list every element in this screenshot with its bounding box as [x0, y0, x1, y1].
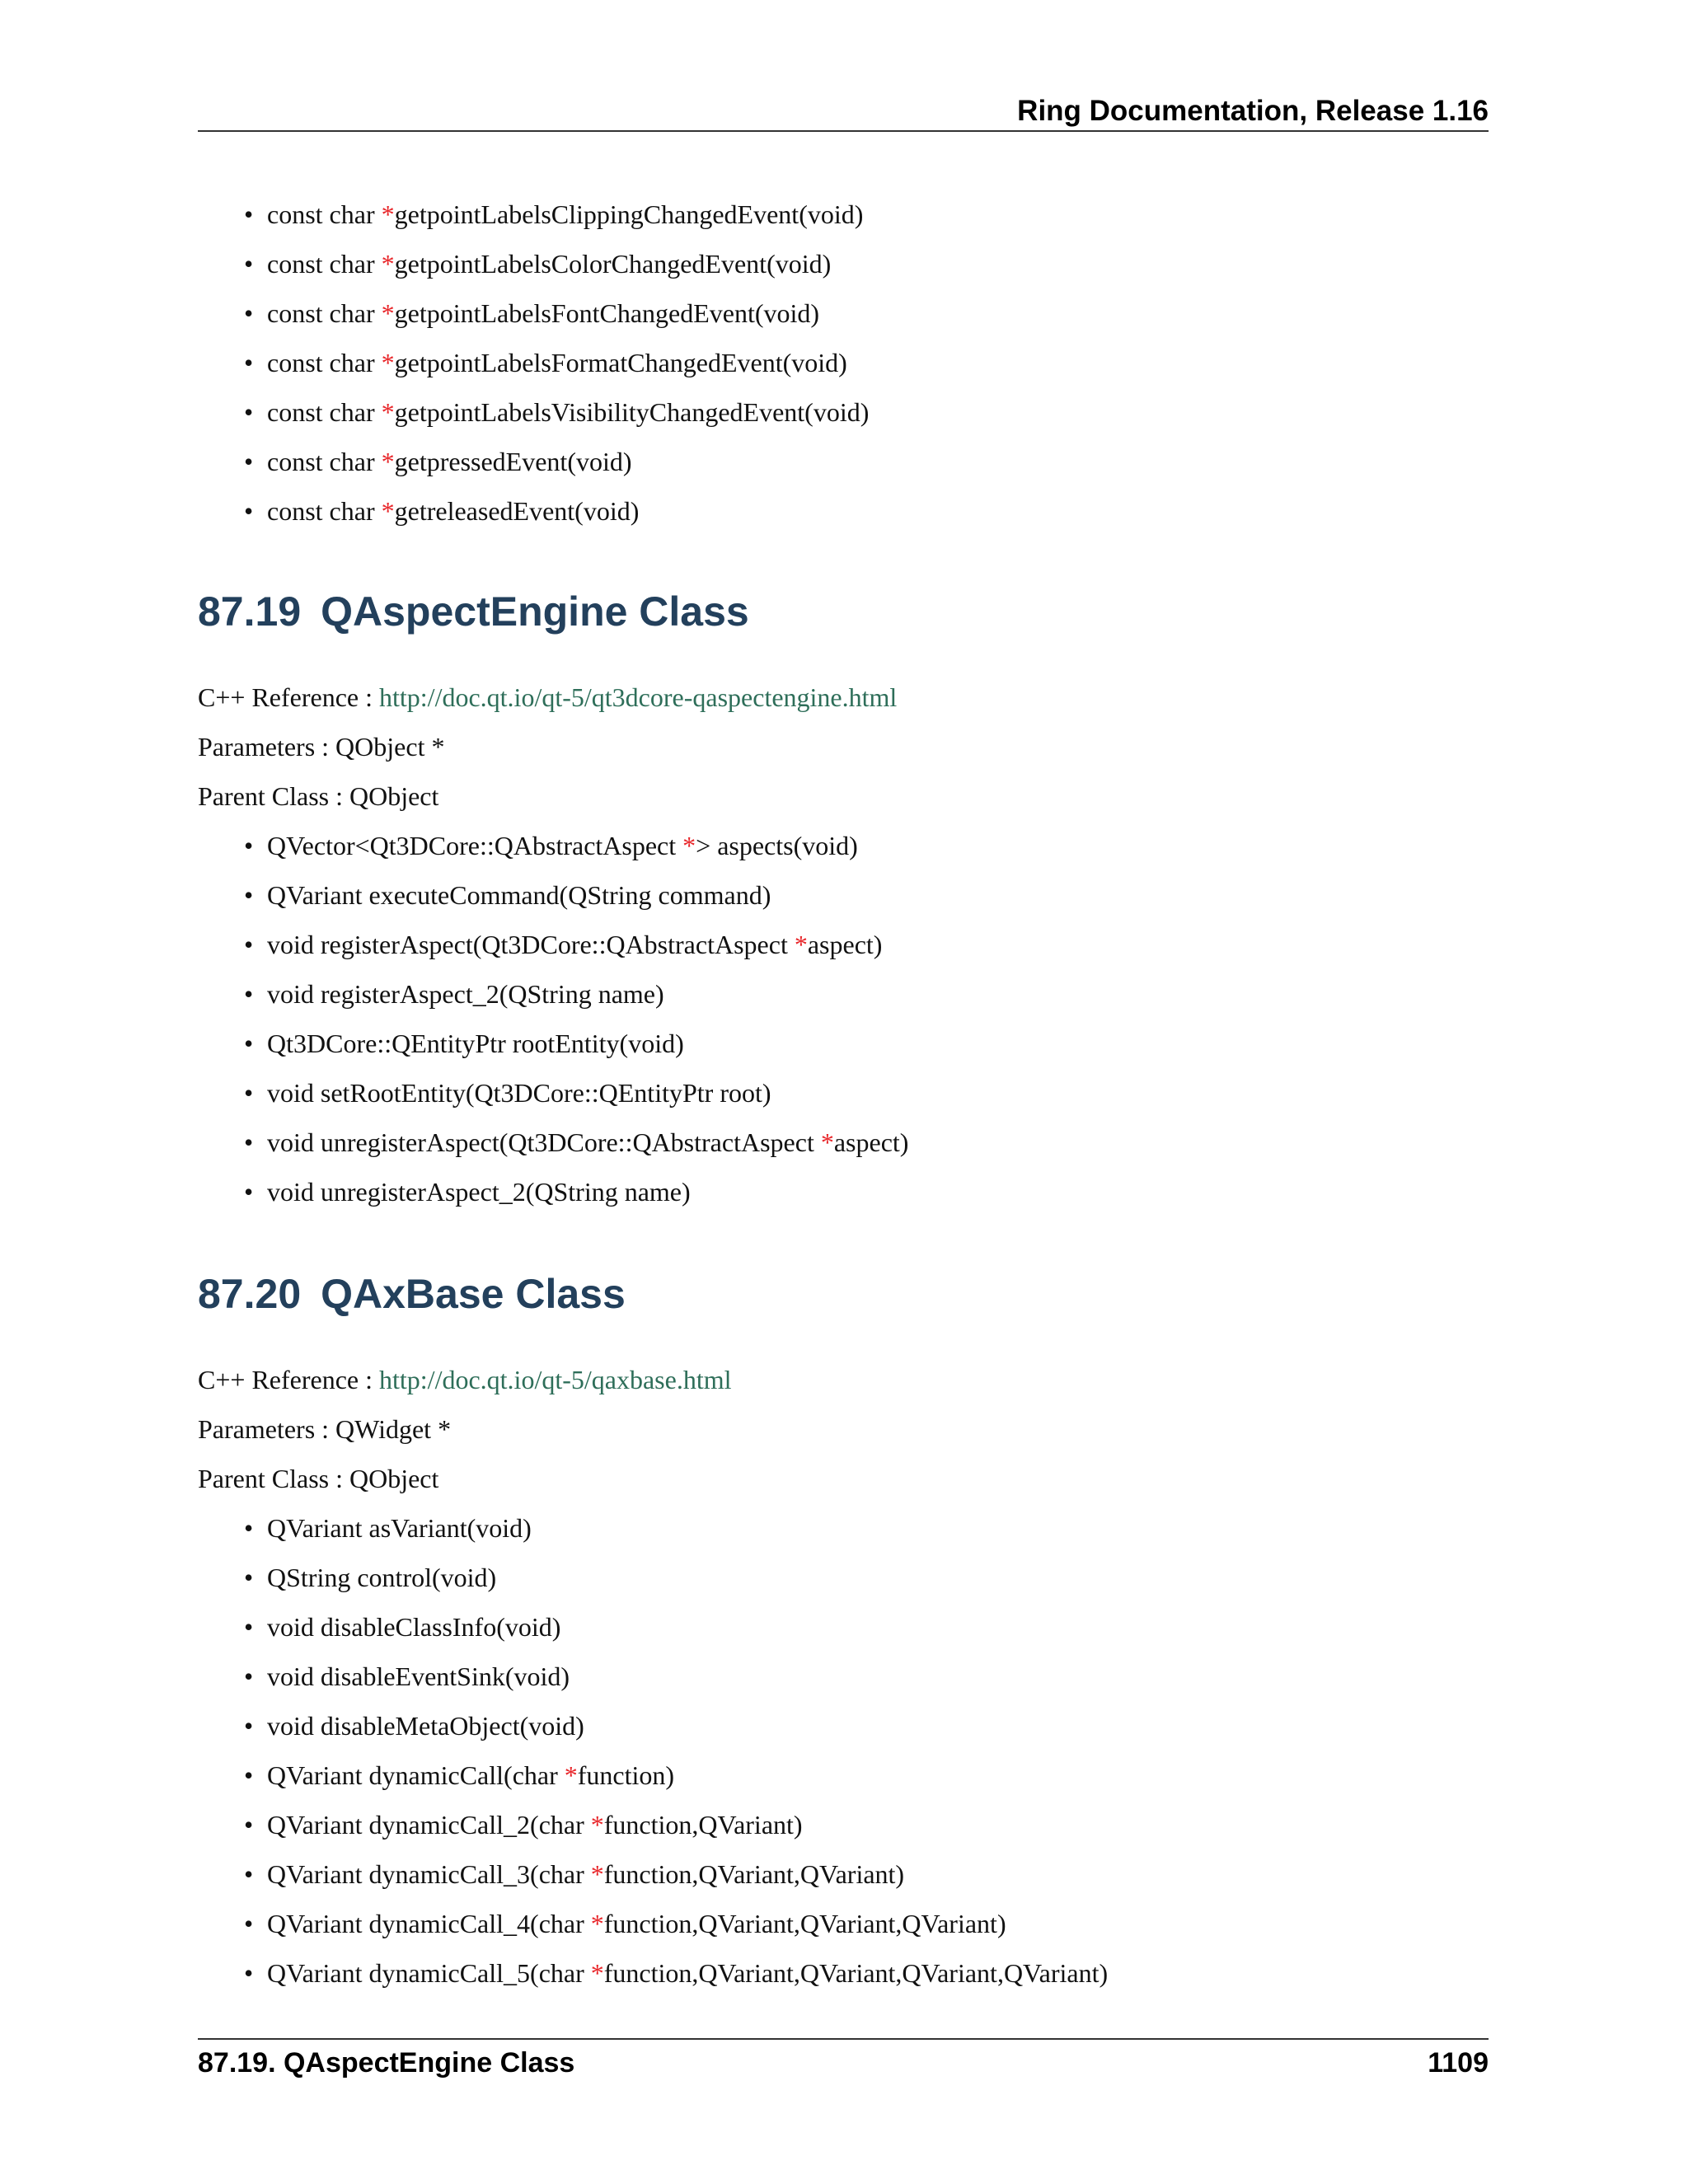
footer-rule: [198, 2038, 1489, 2040]
list-item: • QVariant asVariant(void): [244, 1503, 1108, 1553]
qaxbase-method-list: [244, 1503, 1108, 1998]
section-heading-qaxbase: 87.20 QAxBase Class: [198, 1271, 626, 1317]
list-item: • void unregisterAspect(Qt3DCore::QAbstractAspect *aspect): [244, 1118, 908, 1167]
bullet-icon: •: [244, 1661, 254, 1691]
list-item: • QVariant dynamicCall_5(char *function,QVariant,QVariant,QVariant,QVariant): [244, 1948, 1108, 1998]
bullet-icon: •: [244, 880, 254, 910]
list-item: • const char *getpointLabelsFontChangedEvent(void): [244, 288, 869, 338]
list-item: • const char *getpointLabelsVisibilityChangedEvent(void): [244, 387, 869, 437]
list-item: • Qt3DCore::QEntityPtr rootEntity(void): [244, 1019, 908, 1068]
bullet-icon: •: [244, 1127, 254, 1157]
list-item: • void unregisterAspect_2(QString name): [244, 1167, 908, 1216]
parameters-line: Parameters : QWidget *: [198, 1414, 452, 1444]
list-item: • void disableEventSink(void): [244, 1652, 1108, 1701]
bullet-icon: •: [244, 496, 254, 526]
parent-class-line: Parent Class : QObject: [198, 781, 439, 811]
bullet-icon: •: [244, 1810, 254, 1840]
bullet-icon: •: [244, 1760, 254, 1790]
list-item: • void registerAspect(Qt3DCore::QAbstractAspect *aspect): [244, 920, 908, 969]
bullet-icon: •: [244, 1859, 254, 1889]
list-item: • QString control(void): [244, 1553, 1108, 1602]
header-rule: [198, 130, 1489, 132]
bullet-icon: •: [244, 249, 254, 279]
cpp-reference: C++ Reference : http://doc.qt.io/qt-5/qaxbase.html: [198, 1365, 732, 1394]
bullet-icon: •: [244, 199, 254, 229]
bullet-icon: •: [244, 1078, 254, 1108]
list-item: • QVariant dynamicCall(char *function): [244, 1750, 1108, 1800]
list-item: • const char *getpointLabelsFormatChangedEvent(void): [244, 338, 869, 387]
bullet-icon: •: [244, 298, 254, 328]
parent-class-line: Parent Class : QObject: [198, 1464, 439, 1493]
cpp-reference-link[interactable]: http://doc.qt.io/qt-5/qaxbase.html: [379, 1365, 732, 1394]
bullet-icon: •: [244, 979, 254, 1009]
parameters-line: Parameters : QObject *: [198, 732, 445, 762]
bullet-icon: •: [244, 1029, 254, 1058]
list-item: • void disableMetaObject(void): [244, 1701, 1108, 1750]
bullet-icon: •: [244, 1909, 254, 1938]
bullet-icon: •: [244, 1177, 254, 1207]
bullet-icon: •: [244, 447, 254, 476]
bullet-icon: •: [244, 831, 254, 860]
list-item: • QVariant dynamicCall_3(char *function,QVariant,QVariant): [244, 1849, 1108, 1899]
bullet-icon: •: [244, 1958, 254, 1988]
list-item: • QVector<Qt3DCore::QAbstractAspect *> aspects(void): [244, 821, 908, 870]
bullet-icon: •: [244, 1612, 254, 1642]
list-item: • const char *getpointLabelsColorChangedEvent(void): [244, 239, 869, 288]
bullet-icon: •: [244, 1513, 254, 1543]
bullet-icon: •: [244, 397, 254, 427]
list-item: • const char *getreleasedEvent(void): [244, 486, 869, 536]
cpp-reference: C++ Reference : http://doc.qt.io/qt-5/qt3dcore-qaspectengine.html: [198, 682, 898, 712]
list-item: • QVariant executeCommand(QString command): [244, 870, 908, 920]
bullet-icon: •: [244, 930, 254, 959]
list-item: • QVariant dynamicCall_2(char *function,QVariant): [244, 1800, 1108, 1849]
list-item: • void registerAspect_2(QString name): [244, 969, 908, 1019]
qaspectengine-method-list: [244, 821, 908, 1216]
list-item: • const char *getpressedEvent(void): [244, 437, 869, 486]
page-number: 1109: [1428, 2047, 1489, 2079]
list-item: • const char *getpointLabelsClippingChangedEvent(void): [244, 190, 869, 239]
footer-section-title: 87.19. QAspectEngine Class: [198, 2047, 575, 2079]
list-item: • void setRootEntity(Qt3DCore::QEntityPtr root): [244, 1068, 908, 1118]
bullet-icon: •: [244, 1563, 254, 1592]
list-item: • QVariant dynamicCall_4(char *function,QVariant,QVariant,QVariant): [244, 1899, 1108, 1948]
bullet-icon: •: [244, 1711, 254, 1741]
section-heading-qaspectengine: 87.19 QAspectEngine Class: [198, 588, 749, 635]
cpp-reference-link[interactable]: http://doc.qt.io/qt-5/qt3dcore-qaspectengine.html: [379, 682, 898, 712]
bullet-icon: •: [244, 348, 254, 377]
running-header: Ring Documentation, Release 1.16: [1017, 95, 1489, 127]
list-item: • void disableClassInfo(void): [244, 1602, 1108, 1652]
intro-method-list: [244, 190, 869, 536]
